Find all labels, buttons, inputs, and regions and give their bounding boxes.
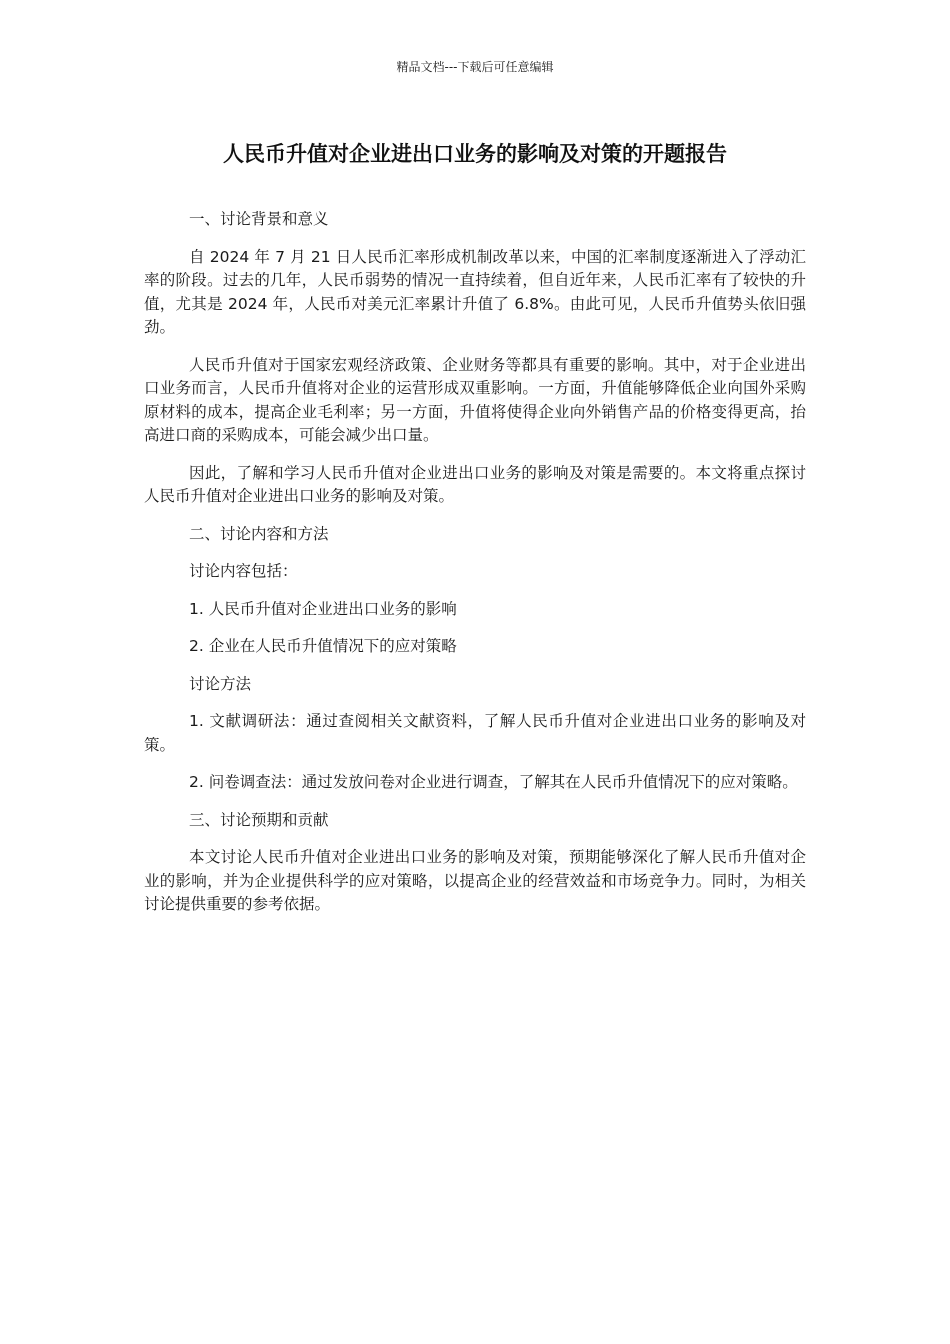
paragraph-background-1: 自 2024 年 7 月 21 日人民币汇率形成机制改革以来，中国的汇率制度逐渐进入了浮动汇率的阶段。过去的几年，人民币弱势的情况一直持续着，但自近年来，人民币汇率有了较快的升值，尤其是 2024 年，人民币对美元汇率累计升值了 6.8%。由此可见，人民币升值势头依旧强劲。 — [144, 247, 806, 336]
section-heading-background: 一、讨论背景和意义 — [189, 210, 329, 228]
content-intro: 讨论内容包括： — [189, 562, 298, 580]
paragraph-expectations: 本文讨论人民币升值对企业进出口业务的影响及对策，预期能够深化了解人民币升值对企业的影响，并为企业提供科学的应对策略，以提高企业的经营效益和市场竞争力。同时，为相关讨论提供重要的参考依据。 — [144, 848, 806, 913]
method-item-2: 2. 问卷调查法：通过发放问卷对企业进行调查，了解其在人民币升值情况下的应对策略。 — [189, 773, 798, 791]
section-heading-content-methods: 二、讨论内容和方法 — [189, 524, 329, 543]
header-note: 精品文档---下载后可任意编辑 — [396, 60, 554, 74]
methods-label: 讨论方法 — [189, 674, 252, 693]
document-body — [144, 208, 806, 931]
paragraph-background-3: 因此，了解和学习人民币升值对企业进出口业务的影响及对策是需要的。本文将重点探讨人民币升值对企业进出口业务的影响及对策。 — [144, 463, 806, 505]
content-item-2: 2. 企业在人民币升值情况下的应对策略 — [189, 637, 457, 655]
section-heading-expectations: 三、讨论预期和贡献 — [189, 810, 329, 829]
document-title: 人民币升值对企业进出口业务的影响及对策的开题报告 — [223, 142, 727, 166]
paragraph-background-2: 人民币升值对于国家宏观经济政策、企业财务等都具有重要的影响。其中，对于企业进出口业务而言，人民币升值将对企业的运营形成双重影响。一方面，升值能够降低企业向国外采购原材料的成本，提高企业毛利率；另一方面，升值将使得企业向外销售产品的价格变得更高，抬高进口商的采购成本，可能会减少出口量。 — [144, 355, 806, 444]
content-item-1: 1. 人民币升值对企业进出口业务的影响 — [189, 599, 457, 618]
method-item-1: 1. 文献调研法：通过查阅相关文献资料，了解人民币升值对企业进出口业务的影响及对策。 — [144, 712, 806, 754]
